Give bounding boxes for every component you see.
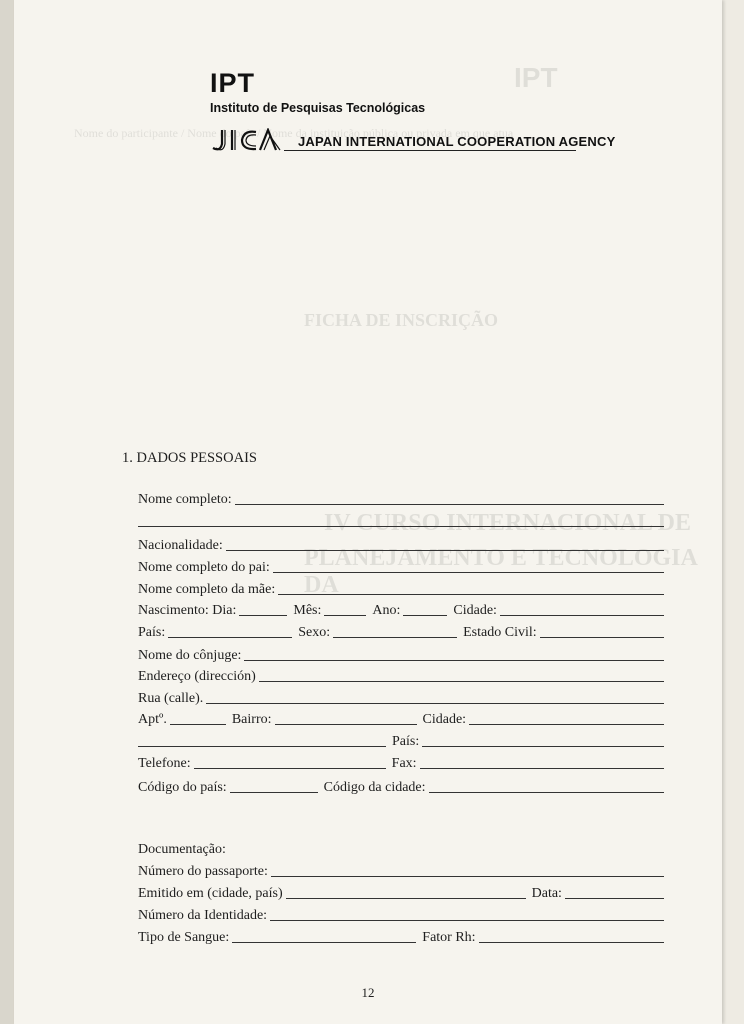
row-endereco [138,665,664,685]
row-passaporte [138,860,664,880]
bleed-course-title: IV CURSO INTERNACIONAL DE [324,510,691,536]
next-page-edge [722,0,744,1024]
codigo-pais-field[interactable] [230,791,318,793]
nome-mae-field[interactable] [278,593,664,595]
agency-underline [284,150,576,151]
nome-completo-label: Nome completo: [138,492,232,507]
sexo-label: Sexo: [298,625,331,640]
row-pais-sexo [138,621,664,641]
ano-label: Ano: [372,603,401,618]
row-identidade [138,904,664,924]
bleed-logo: IPT [514,62,558,93]
pais2-field[interactable] [422,745,664,747]
emitido-field[interactable] [286,897,526,899]
sexo-field[interactable] [333,636,457,638]
ipt-logo: IPT [210,68,256,98]
jica-logo-icon [210,128,294,154]
agency-name: JAPAN INTERNATIONAL COOPERATION AGENCY [298,134,616,149]
fax-label: Fax: [391,756,417,771]
identidade-field[interactable] [270,919,664,921]
section-title: 1. DADOS PESSOAIS [122,450,257,466]
nacionalidade-field[interactable] [226,549,664,551]
fator-rh-field[interactable] [479,941,664,943]
ano-field[interactable] [403,614,447,616]
apto-label: Aptº. [138,712,167,727]
endereco-extra-field[interactable] [138,745,386,747]
data-field[interactable] [565,897,664,899]
bleed-course-subtitle: PLANEJAMENTO E TECNOLOGIA DA [304,545,697,598]
nome-mae-label: Nome completo da mãe: [138,582,276,597]
row-nacionalidade [138,534,664,554]
pais2-label: País: [392,734,420,749]
emitido-label: Emitido em (cidade, país) [138,886,283,901]
bairro-label: Bairro: [231,712,272,727]
codigo-cidade-field[interactable] [429,791,664,793]
nome-pai-field[interactable] [273,571,664,573]
documentacao-label: Documentação: [138,842,226,857]
row-nascimento [138,599,664,619]
fator-rh-label: Fator Rh: [422,930,476,945]
nome-pai-label: Nome completo do pai: [138,560,270,575]
estado-civil-label: Estado Civil: [463,625,537,640]
estado-civil-field[interactable] [540,636,664,638]
telefone-field[interactable] [194,767,386,769]
pais-label: País: [138,625,166,640]
row-rua [138,687,664,707]
cidade-label: Cidade: [453,603,497,618]
apto-field[interactable] [170,723,226,725]
fax-field[interactable] [420,767,664,769]
page-number: 12 [361,985,375,1000]
row-telefone-fax [138,752,664,772]
telefone-label: Telefone: [138,756,191,771]
sangue-label: Tipo de Sangue: [138,930,230,945]
pais-field[interactable] [168,636,292,638]
data-label: Data: [531,886,562,901]
codigo-pais-label: Código do país: [138,780,227,795]
row-conjuge [138,644,664,664]
row-codigos [138,776,664,796]
rua-field[interactable] [206,702,664,704]
codigo-cidade-label: Código da cidade: [323,780,426,795]
nome-completo-field-2[interactable] [138,525,664,527]
bairro-field[interactable] [275,723,417,725]
endereco-label: Endereço (dirección) [138,669,256,684]
institute-name: Instituto de Pesquisas Tecnológicas [210,101,426,115]
row-nome-completo [138,488,664,508]
cidade2-label: Cidade: [422,712,467,727]
mes-label: Mês: [293,603,322,618]
row-nome-completo-cont [138,510,664,530]
row-sangue [138,926,664,946]
passaporte-field[interactable] [271,875,664,877]
nacionalidade-label: Nacionalidade: [138,538,223,553]
cidade-field[interactable] [500,614,664,616]
nome-completo-field[interactable] [235,503,664,505]
conjuge-field[interactable] [244,659,664,661]
endereco-field[interactable] [259,680,664,682]
row-nome-pai [138,556,664,576]
row-emitido [138,882,664,902]
cidade2-field[interactable] [469,723,664,725]
nascimento-dia-field[interactable] [239,614,287,616]
sangue-field[interactable] [232,941,416,943]
mes-field[interactable] [324,614,366,616]
bleed-heading: FICHA DE INSCRIÇÃO [304,310,499,330]
rua-label: Rua (calle). [138,691,204,706]
nascimento-dia-label: Nascimento: Dia: [138,603,237,618]
jica-logo [210,128,616,154]
row-documentacao [138,838,664,858]
identidade-label: Número da Identidade: [138,908,268,923]
conjuge-label: Nome do cônjuge: [138,648,242,663]
row-apto-bairro [138,708,664,728]
passaporte-label: Número do passaporte: [138,864,268,879]
form-page [14,0,722,1024]
bleed-text-block: Nome do participante / Nome do país / Nome da instituição pública ou privada em que atua [74,126,514,140]
row-pais2 [138,730,664,750]
row-nome-mae [138,578,664,598]
